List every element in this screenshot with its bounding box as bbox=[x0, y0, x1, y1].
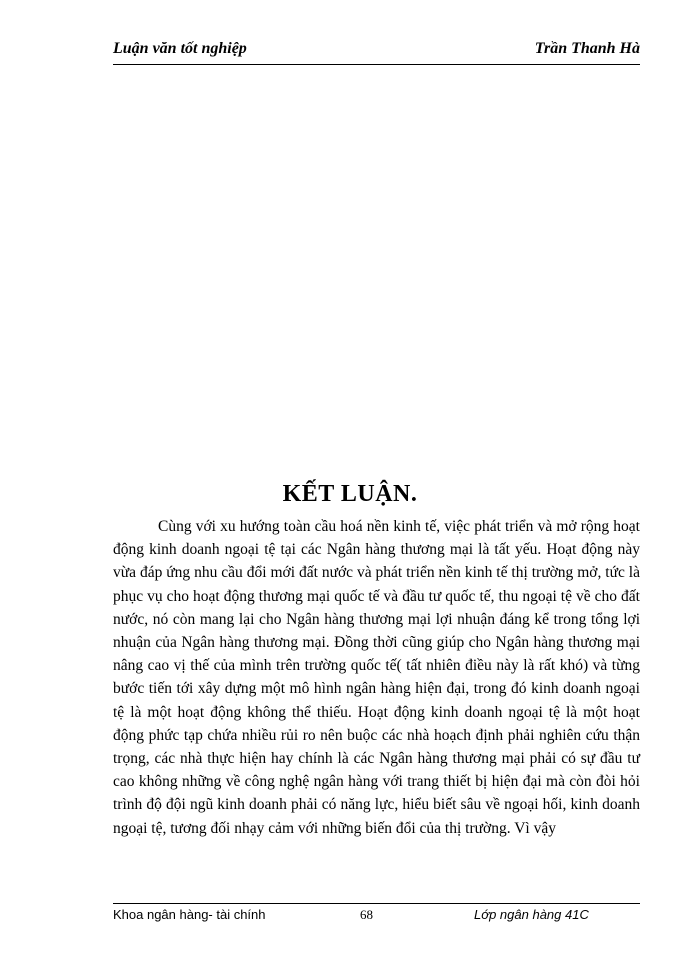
header-thesis-title: Luận văn tốt nghiệp bbox=[113, 40, 247, 57]
section-heading: KẾT LUẬN. bbox=[282, 481, 418, 507]
body-paragraph bbox=[113, 515, 640, 840]
page-number: 68 bbox=[360, 907, 373, 922]
footer-divider bbox=[113, 903, 640, 904]
footer-faculty: Khoa ngân hàng- tài chính bbox=[113, 907, 266, 922]
header-divider bbox=[113, 64, 640, 65]
header-author-name: Trần Thanh Hà bbox=[534, 40, 640, 57]
footer-class: Lớp ngân hàng 41C bbox=[474, 907, 589, 922]
paragraph-text: Cùng với xu hướng toàn cầu hoá nền kinh tế, việc phát triển và mở rộng hoạt động kinh doanh ngoại tệ tại các Ngân hàng thương mại là tất yếu. Hoạt động này vừa đáp ứng nhu cầu đổi mới đất nước và phát triển nền kinh tế thị trường mở, tức là phục vụ cho hoạt động thương mại quốc tế và đầu tư quốc tế, thu ngoại tệ về cho đất nước, nó còn mang lại cho Ngân hàng thương mại lợi nhuận đáng kể trong tổng lợi nhuận của Ngân hàng thương mại. Đồng thời cũng giúp cho Ngân hàng thương mại nâng cao vị thế của mình trên trường quốc tế( tất nhiên điều này là rất khó) và từng bước tiến tới xây dựng một mô hình ngân hàng hiện đại, trong đó kinh doanh ngoại tệ là một hoạt động không thể thiếu. Hoạt động kinh doanh ngoại tệ là một hoạt động phức tạp chứa nhiều rủi ro nên buộc các nhà hoạch định phải nghiên cứu thận trọng, các nhà thực hiện hay chính là các Ngân hàng thương mại phải có sự đầu tư cao không những về công nghệ ngân hàng với trang thiết bị hiện đại mà còn đòi hỏi trình độ đội ngũ kinh doanh phải có năng lực, hiểu biết sâu về ngoại hối, kinh doanh ngoại tệ, tương đối nhạy cảm với những biến đổi của thị trường. Vì vậy bbox=[113, 518, 640, 837]
